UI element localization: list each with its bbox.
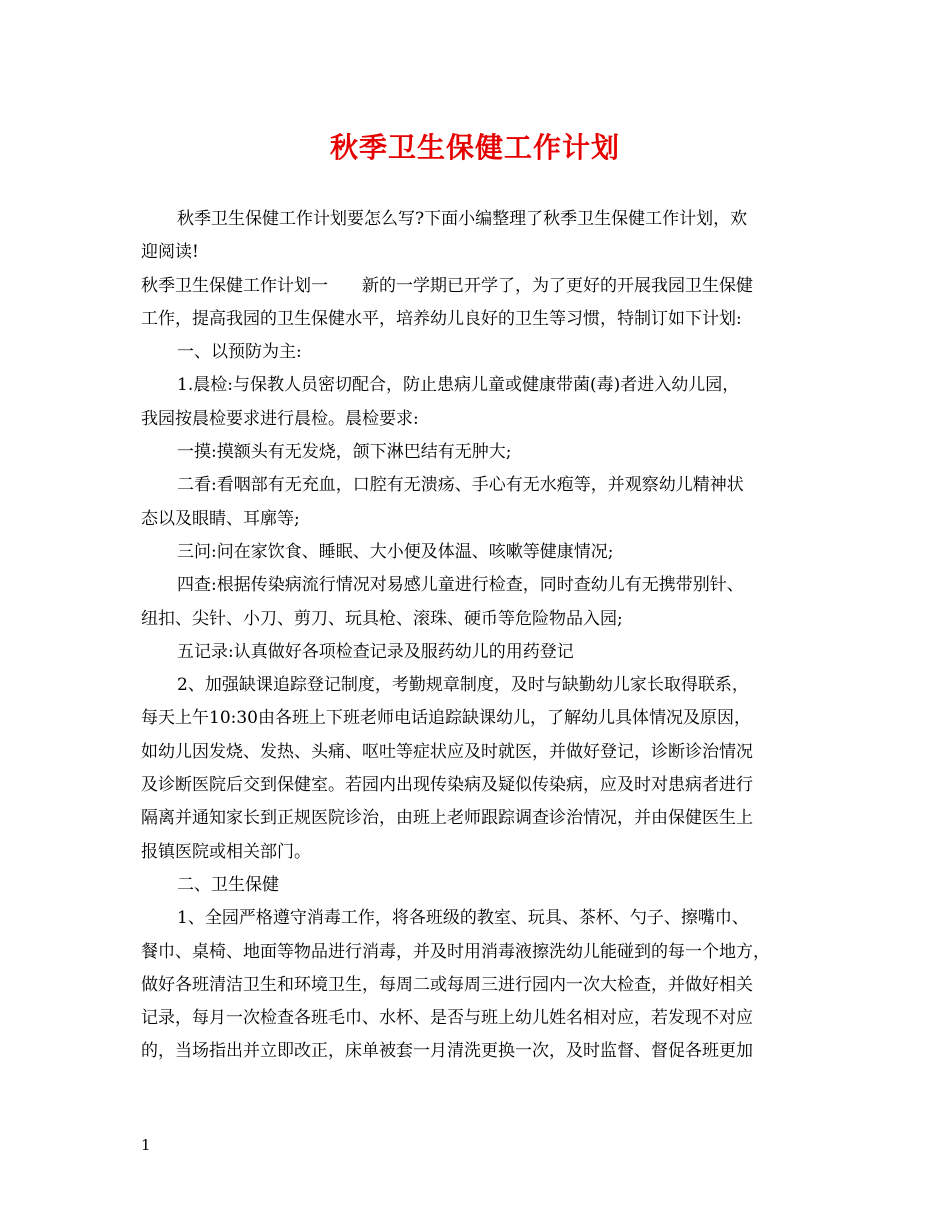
paragraph-line: 纽扣、尖针、小刀、剪刀、玩具枪、滚珠、硬币等危险物品入园;	[141, 608, 623, 629]
paragraph-line: 餐巾、桌椅、地面等物品进行消毒，并及时用消毒液擦洗幼儿能碰到的每一个地方，	[141, 941, 770, 962]
document-body	[141, 203, 831, 1069]
document-title: 秋季卫生保健工作计划	[329, 131, 620, 164]
paragraph-line: 我园按晨检要求进行晨检。晨检要求:	[141, 408, 419, 429]
paragraph-line: 的，当场指出并立即改正，床单被套一月清洗更换一次，及时监督、督促各班更加	[141, 1041, 753, 1062]
page-number: 1	[141, 1136, 151, 1154]
paragraph-line: 1、全园严格遵守消毒工作，将各班级的教室、玩具、茶杯、勺子、擦嘴巾、	[177, 908, 749, 929]
paragraph-line: 秋季卫生保健工作计划要怎么写?下面小编整理了秋季卫生保健工作计划，欢	[177, 209, 748, 229]
paragraph-line	[141, 270, 831, 303]
paragraph-line: 隔离并通知家长到正规医院诊治，由班上老师跟踪调查诊治情况，并由保健医生上	[141, 808, 753, 829]
paragraph-line: 及诊断医院后交到保健室。若园内出现传染病及疑似传染病，应及时对患病者进行	[141, 775, 753, 796]
paragraph-line: 迎阅读!	[141, 242, 199, 263]
paragraph-line: 1.晨检:与保教人员密切配合，防止患病儿童或健康带菌(毒)者进入幼儿园，	[177, 375, 740, 396]
paragraph-line: 一摸:摸额头有无发烧，颌下淋巴结有无肿大;	[177, 442, 512, 463]
paragraph-line: 做好各班清洁卫生和环境卫生，每周二或每周三进行园内一次大检查，并做好相关	[141, 974, 753, 995]
paragraph-line: 三问:问在家饮食、睡眠、大小便及体温、咳嗽等健康情况;	[177, 541, 614, 562]
paragraph-line: 工作，提高我园的卫生保健水平，培养幼儿良好的卫生等习惯，特制订如下计划:	[141, 308, 742, 329]
paragraph-line: 态以及眼睛、耳廓等;	[141, 508, 300, 529]
paragraph-line: 每天上午10:30由各班上下班老师电话追踪缺课幼儿，了解幼儿具体情况及原因，	[141, 708, 751, 729]
paragraph-text: 新的一学期已开学了，为了更好的开展我园卫生保健	[362, 275, 753, 296]
paragraph-line: 报镇医院或相关部门。	[141, 841, 311, 862]
paragraph-line: 二看:看咽部有无充血，口腔有无溃疡、手心有无水疱等，并观察幼儿精神状	[177, 475, 744, 496]
paragraph-line: 二、卫生保健	[177, 874, 279, 895]
paragraph-line: 如幼儿因发烧、发热、头痛、呕吐等症状应及时就医，并做好登记，诊断诊治情况	[141, 741, 753, 762]
paragraph-line: 五记录:认真做好各项检查记录及服药幼儿的用药登记	[177, 641, 574, 662]
paragraph-line: 2、加强缺课追踪登记制度，考勤规章制度，及时与缺勤幼儿家长取得联系，	[177, 675, 749, 696]
paragraph-line: 一、以预防为主:	[177, 342, 302, 363]
paragraph-line: 记录，每月一次检查各班毛巾、水杯、是否与班上幼儿姓名相对应，若发现不对应	[141, 1008, 753, 1029]
section-heading: 秋季卫生保健工作计划一	[141, 275, 328, 296]
paragraph-line: 四查:根据传染病流行情况对易感儿童进行检查，同时查幼儿有无携带别针、	[177, 575, 744, 596]
